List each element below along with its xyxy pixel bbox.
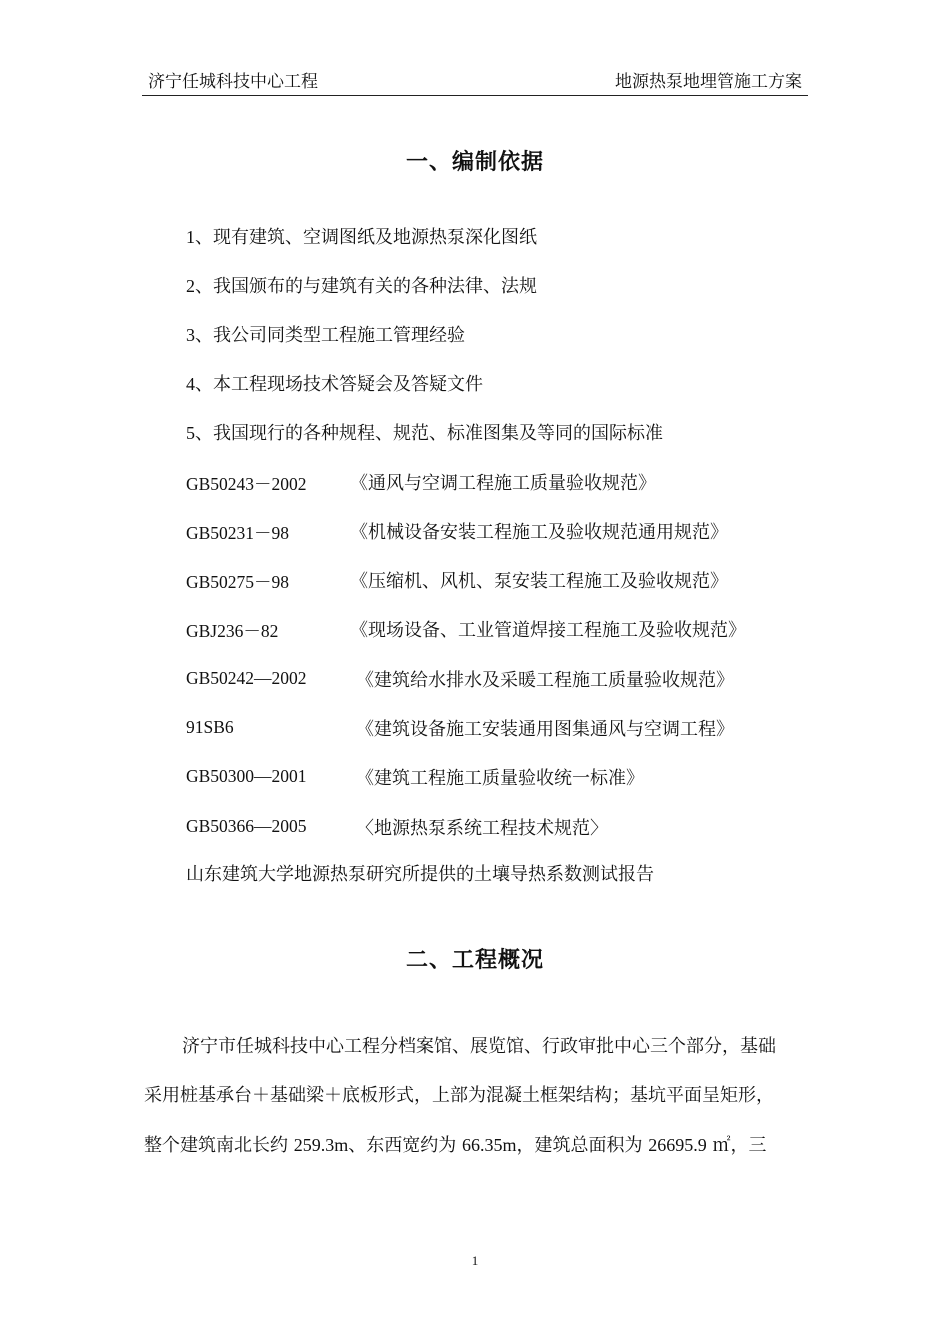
building-width: 66.35m [461, 1135, 517, 1155]
standard-code: GB50242—2002 [186, 668, 307, 688]
standard-title: 《压缩机、风机、泵安装工程施工及验收规范》 [350, 571, 728, 592]
standard-code: GB50366—2005 [186, 816, 307, 836]
basis-item-4-number: 4 [186, 374, 195, 394]
standard-title: 《现场设备、工业管道焊接工程施工及验收规范》 [350, 620, 746, 641]
section-2-title: 二、工程概况 [405, 948, 544, 973]
overview-paragraph-line-3 [144, 1131, 766, 1157]
standard-code: GBJ236－82 [186, 621, 279, 641]
standard-code: 91SB6 [186, 717, 234, 737]
basis-item-4 [186, 370, 483, 396]
overview-paragraph-line-2: 采用桩基承台＋基础梁＋底板形式，上部为混凝土框架结构；基坑平面呈矩形， [144, 1085, 774, 1106]
overview-text: 整个建筑南北长约 [144, 1135, 294, 1156]
basis-item-3-text: 、我公司同类型工程施工管理经验 [195, 325, 465, 346]
basis-item-5-number: 5 [186, 423, 195, 443]
standard-code: GB50231－98 [186, 523, 290, 543]
basis-item-2-number: 2 [186, 276, 195, 296]
standard-title: 《建筑给水排水及采暖工程施工质量验收规范》 [356, 670, 734, 691]
basis-item-3-number: 3 [186, 325, 195, 345]
basis-item-2 [186, 272, 537, 298]
standard-title: 〈地源热泵系统工程技术规范〉 [356, 818, 608, 839]
header-divider [142, 95, 808, 96]
overview-text: ㎡，三 [706, 1135, 767, 1156]
building-length: 259.3m [293, 1135, 349, 1155]
standard-title: 《建筑设备施工安装通用图集通风与空调工程》 [356, 719, 734, 740]
header-document-title: 地源热泵地埋管施工方案 [615, 72, 802, 92]
standard-code: GB50275－98 [186, 572, 290, 592]
standard-title: 《机械设备安装工程施工及验收规范通用规范》 [350, 522, 728, 543]
standard-title: 《建筑工程施工质量验收统一标准》 [356, 768, 644, 789]
overview-text: 、东西宽约为 [348, 1135, 462, 1156]
overview-text: ，建筑总面积为 [516, 1135, 649, 1156]
standard-code: GB50300—2001 [186, 766, 307, 786]
overview-paragraph-line-1: 济宁市任城科技中心工程分档案馆、展览馆、行政审批中心三个部分，基础 [182, 1036, 776, 1057]
basis-item-2-text: 、我国颁布的与建筑有关的各种法律、法规 [195, 276, 537, 297]
building-area: 26695.9 [648, 1135, 707, 1155]
header-project-name: 济宁任城科技中心工程 [148, 72, 318, 92]
basis-item-1-text: 、现有建筑、空调图纸及地源热泵深化图纸 [195, 227, 537, 248]
basis-item-1-number: 1 [186, 227, 195, 247]
test-report-source: 山东建筑大学地源热泵研究所提供的土壤导热系数测试报告 [186, 864, 654, 885]
page-number: 1 [471, 1253, 479, 1268]
basis-item-5-text: 、我国现行的各种规程、规范、标准图集及等同的国际标准 [195, 423, 663, 444]
basis-item-4-text: 、本工程现场技术答疑会及答疑文件 [195, 374, 483, 395]
basis-item-5 [186, 419, 663, 445]
basis-item-1 [186, 223, 537, 249]
basis-item-3 [186, 321, 465, 347]
section-1-title: 一、编制依据 [405, 150, 544, 175]
standard-code: GB50243－2002 [186, 474, 307, 494]
standard-title: 《通风与空调工程施工质量验收规范》 [350, 473, 656, 494]
